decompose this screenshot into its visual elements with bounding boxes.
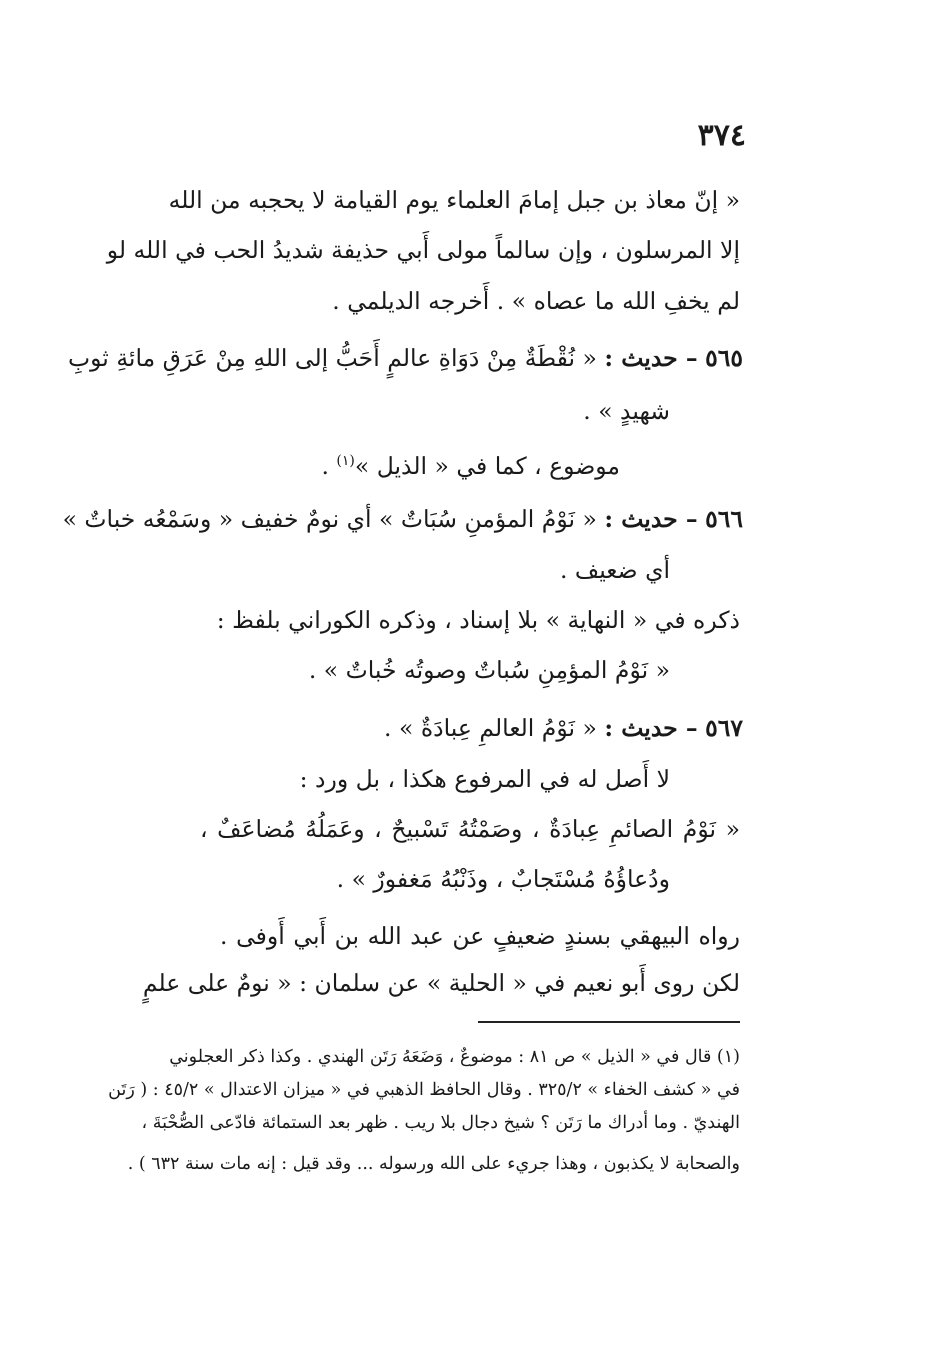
body-line: ذكره في « النهاية » بلا إسناد ، وذكره الكوراني بلفظ : [216,606,740,634]
footnote-line: (١) قال في « الذيل » ص ٨١ : موضوعٌ ، وَضَعَهُ رَتَن الهندي . وكذا ذكر العجلوني [169,1047,740,1067]
footnote-line: والصحابة لا يكذبون ، وهذا جريء على الله ورسوله ... وقد قيل : إنه مات سنة ٦٣٢ ) . [127,1154,740,1174]
hadith-number: ٥٦٦ [705,505,743,533]
hadith-566: ٥٦٦ – حديث : « نَوْمُ المؤمنِ سُبَاتٌ » أي نومٌ خفيف « وسَمْعُه خباتٌ » [62,505,743,533]
footnote-separator [478,1021,740,1023]
body-line: « إنّ معاذ بن جبل إمامَ العلماء يوم القيامة لا يحجبه من الله [168,186,740,214]
hadith-565: ٥٦٥ – حديث : « نُقْطَةٌ مِنْ دَوَاةِ عالمٍ أَحَبُّ إلى اللهِ مِنْ عَرَقِ مائةِ ثوبِ [68,344,743,372]
footnote-ref: (١) [336,453,355,469]
hadith-567: ٥٦٧ – حديث : « نَوْمُ العالمِ عِبادَةٌ » . [384,714,743,742]
body-line: « نَوْمُ الصائمِ عِبادَةٌ ، وصَمْتُهُ تَسْبيحٌ ، وعَمَلُهُ مُضاعَفٌ ، [200,815,740,843]
body-line: شهيدٍ » . [583,397,670,425]
body-line: رواه البيهقي بسندٍ ضعيفٍ عن عبد الله بن أَبي أَوفى . [220,922,740,950]
page-number: ٣٧٤ [697,118,746,153]
hadith-number: ٥٦٧ [705,714,743,742]
body-line: لم يخفِ الله ما عصاه » . أَخرجه الديلمي . [332,287,740,315]
body-line: إلا المرسلون ، وإن سالماً مولى أَبي حذيفة شديدُ الحب في الله لو [106,236,740,264]
body-line: لا أَصل له في المرفوع هكذا ، بل ورد : [299,765,670,793]
hadith-keyword: – حديث : [604,505,698,533]
hadith-keyword: – حديث : [604,344,698,372]
body-line: أي ضعيف . [559,556,670,584]
body-line: « نَوْمُ المؤمِنِ سُباتٌ وصوتُه خُباتٌ » . [308,656,670,684]
footnote-line: في « كشف الخفاء » ٣٢٥/٢ . وقال الحافظ الذهبي في « ميزان الاعتدال » ٤٥/٢ : ( رَتَن [108,1080,740,1100]
footnote-line: الهنديّ . وما أدراك ما رَتَن ؟ شيخ دجال بلا ريب . ظهر بعد الستمائة فادّعى الصُّحْبَةَ ، [141,1113,740,1133]
body-line: موضوع ، كما في « الذيل »$^{(١)}$ . [321,451,620,480]
hadith-keyword: – حديث : [604,714,698,742]
body-line: لكن روى أَبو نعيم في « الحلية » عن سلمان : « نومٌ على علمٍ [142,969,740,997]
hadith-number: ٥٦٥ [705,344,743,372]
body-line: ودُعاؤُهُ مُسْتَجابٌ ، وذَنْبُهُ مَغفورٌ » . [336,865,670,893]
